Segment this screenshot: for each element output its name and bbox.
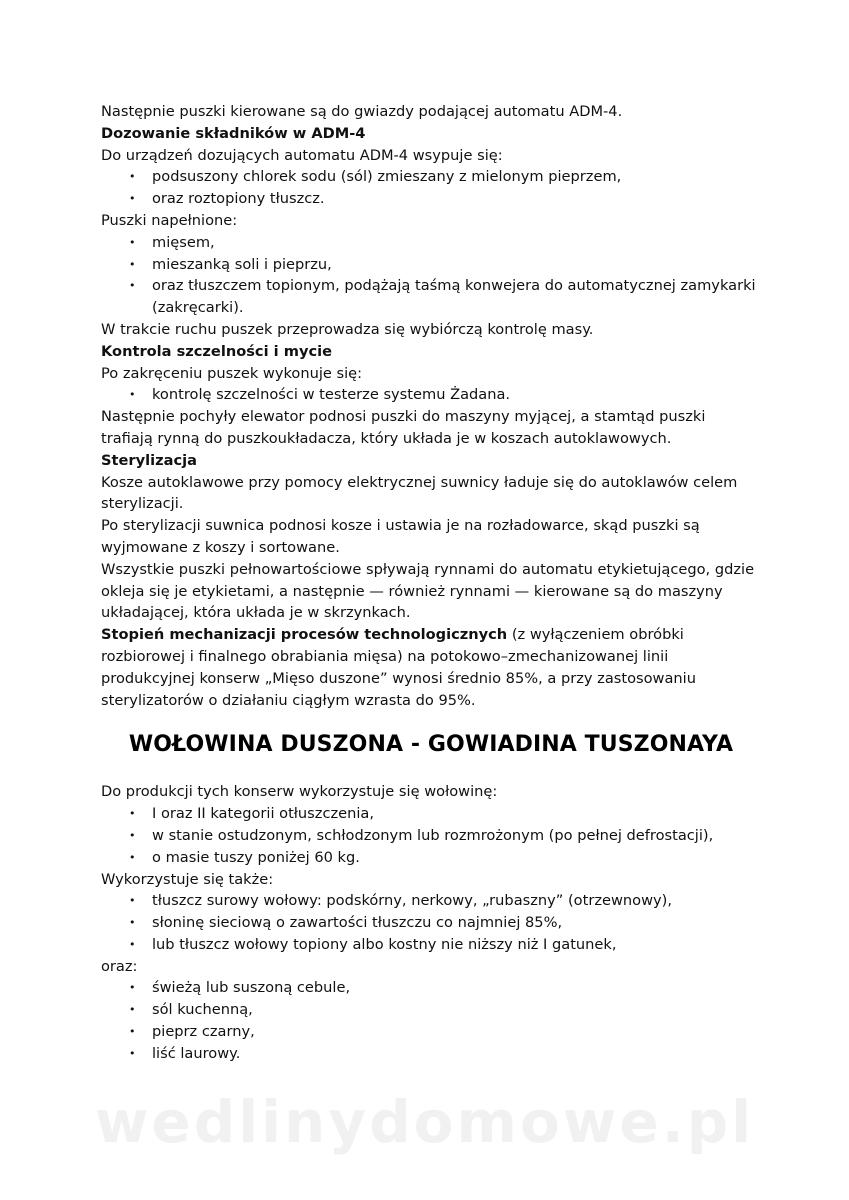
list-item [129, 1043, 761, 1065]
list-item [129, 912, 761, 934]
inline-bold-term: Stopień mechanizacji procesów technologicznych [101, 626, 508, 644]
bullet-icon: • [129, 279, 136, 293]
paragraph: Wykorzystuje się także: [101, 870, 274, 888]
list-item [129, 825, 761, 847]
bullet-icon: • [129, 937, 136, 951]
section-heading-kontrola: Kontrola szczelności i mycie [101, 342, 333, 360]
list-item [129, 1021, 761, 1043]
list-item-text: w stanie ostudzonym, schłodzonym lub rozmrożonym (po pełnej defrostacji), [152, 826, 714, 844]
list-item-text: świeżą lub suszoną cebule, [152, 979, 351, 997]
list-item [129, 384, 761, 406]
section-title: WOŁOWINA DUSZONA - GOWIADINA TUSZONAYA [128, 732, 734, 758]
list-item [129, 977, 761, 999]
list-item-text: liść laurowy. [152, 1044, 241, 1062]
watermark: wedlinydomowe.pl [94, 1088, 755, 1156]
paragraph: Do produkcji tych konserw wykorzystuje się wołowinę: [101, 783, 498, 801]
list-item-text: mieszanką soli i pieprzu, [152, 255, 332, 273]
bullet-icon: • [129, 828, 136, 842]
paragraph: Następnie pochyły elewator podnosi puszki do maszyny myjącej, a stamtąd puszki trafiają rynną do puszkoukładacza, który układa je w koszach autoklawowych. [101, 408, 706, 447]
bullet-icon: • [129, 807, 136, 821]
bullet-list [101, 384, 761, 406]
list-item [129, 999, 761, 1021]
document-page [101, 101, 761, 1065]
section-heading-dozowanie: Dozowanie składników w ADM-4 [101, 124, 366, 142]
list-item-text: sól kuchenną, [152, 1001, 253, 1019]
bullet-icon: • [129, 1046, 136, 1060]
list-item [129, 934, 761, 956]
bullet-icon: • [129, 850, 136, 864]
section-heading-sterylizacja: Sterylizacja [101, 451, 197, 469]
paragraph: Następnie puszki kierowane są do gwiazdy podającej automatu ADM-4. [101, 103, 623, 120]
bullet-icon: • [129, 388, 136, 402]
bullet-list [101, 803, 761, 868]
list-item-text: mięsem, [152, 233, 215, 251]
list-item-text: oraz tłuszczem topionym, podążają taśmą konwejera do automatycznej zamykarki (zakręcarki). [152, 277, 756, 317]
list-item [129, 254, 761, 276]
bullet-icon: • [129, 235, 136, 249]
paragraph-mechanizacja [101, 624, 761, 711]
bullet-icon: • [129, 981, 136, 995]
list-item-text: I oraz II kategorii otłuszczenia, [152, 805, 374, 823]
bullet-icon: • [129, 894, 136, 908]
paragraph-text: (z wyłączeniem obróbki rozbiorowej i finalnego obrabiania mięsa) na potokowo–zmechanizowanej linii produkcyjnej konserw „Mięso duszone” wynosi średnio 85%, a przy zastosowaniu sterylizatorów o działaniu ciągłym wzrasta do 95%. [101, 626, 696, 709]
bullet-list [101, 166, 761, 210]
list-item [129, 232, 761, 254]
bullet-icon: • [129, 192, 136, 206]
bullet-icon: • [129, 916, 136, 930]
bullet-list [101, 977, 761, 1064]
list-item-text: oraz roztopiony tłuszcz. [152, 190, 325, 208]
bullet-icon: • [129, 170, 136, 184]
bullet-icon: • [129, 1003, 136, 1017]
list-item-text: lub tłuszcz wołowy topiony albo kostny nie niższy niż I gatunek, [152, 935, 617, 953]
list-item-text: o masie tuszy poniżej 60 kg. [152, 848, 360, 866]
list-item [129, 803, 761, 825]
bullet-icon: • [129, 1025, 136, 1039]
list-item [129, 275, 761, 319]
paragraph: Po sterylizacji suwnica podnosi kosze i ustawia je na rozładowarce, skąd puszki są wyjmowane z koszy i sortowane. [101, 517, 700, 556]
list-item [129, 188, 761, 210]
list-item [129, 166, 761, 188]
list-item-text: słoninę sieciową o zawartości tłuszczu co najmniej 85%, [152, 914, 563, 932]
paragraph: Po zakręceniu puszek wykonuje się: [101, 364, 363, 382]
paragraph: Puszki napełnione: [101, 211, 238, 229]
paragraph: Kosze autoklawowe przy pomocy elektrycznej suwnicy ładuje się do autoklawów celem sterylizacji. [101, 473, 738, 513]
paragraph: Wszystkie puszki pełnowartościowe spływają rynnami do automatu etykietującego, gdzie okleja się je etykietami, a następnie — również rynnami — kierowane są do maszyny układającej, która układa je w skrzynkach. [101, 560, 755, 622]
paragraph: oraz: [101, 957, 138, 975]
bullet-list [101, 232, 761, 319]
list-item-text: tłuszcz surowy wołowy: podskórny, nerkowy, „rubaszny” (otrzewnowy), [152, 892, 672, 910]
bullet-list [101, 890, 761, 955]
list-item-text: pieprz czarny, [152, 1023, 255, 1041]
list-item [129, 847, 761, 869]
list-item-text: podsuszony chlorek sodu (sól) zmieszany z mielonym pieprzem, [152, 168, 622, 186]
list-item [129, 890, 761, 912]
list-item-text: kontrolę szczelności w testerze systemu Żadana. [152, 386, 511, 404]
paragraph: Do urządzeń dozujących automatu ADM-4 wsypuje się: [101, 146, 503, 164]
bullet-icon: • [129, 257, 136, 271]
paragraph: W trakcie ruchu puszek przeprowadza się wybiórczą kontrolę masy. [101, 320, 594, 338]
